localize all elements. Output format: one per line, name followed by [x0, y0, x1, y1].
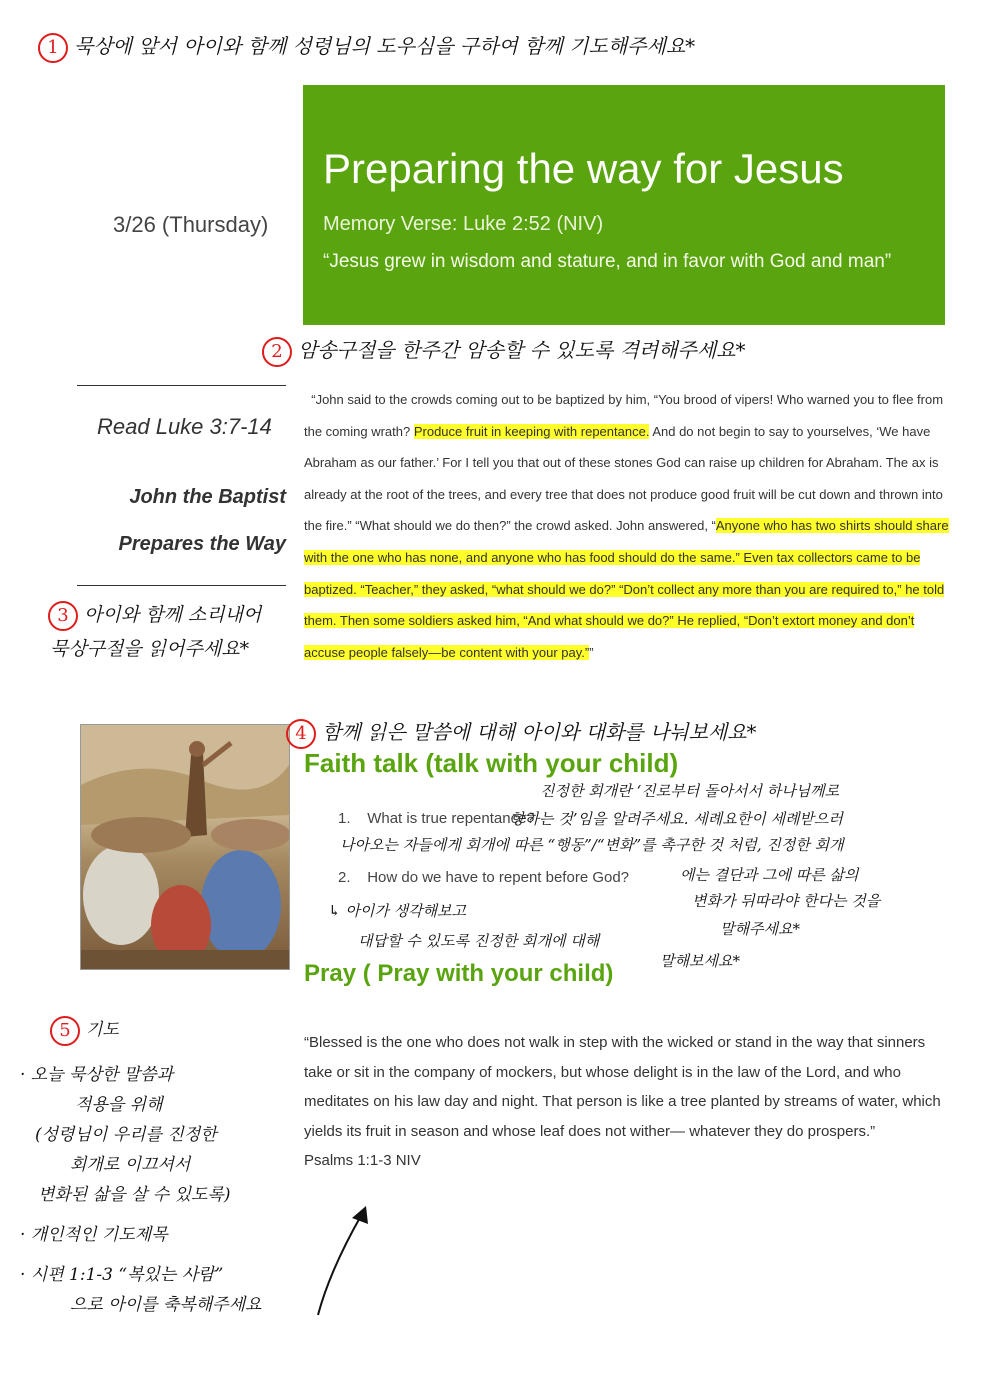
- answer-1-line-5: 변화가 뒤따라야 한다는 것을: [692, 892, 881, 910]
- divider-bottom: [77, 585, 286, 586]
- note-2-text: 암송구절을 한주간 암송할 수 있도록 격려해주세요*: [298, 338, 746, 362]
- prayer-passage: [304, 1028, 952, 1176]
- answer-2-line-1: ↳ 아이가 생각해보고: [328, 902, 467, 920]
- scripture-text-1: “John said to the crowds coming out to be baptized by him, “You brood of vipers! Who warned you to flee from the coming wrath?: [304, 392, 944, 439]
- scripture-highlight-1: Produce fruit in keeping with repentance.: [413, 423, 650, 439]
- note-5-bullet-3a: · 시편 1:1-3 “복있는 사람”: [20, 1264, 224, 1285]
- date-label: 3/26 (Thursday): [113, 212, 269, 237]
- note-5-bullet-2: · 개인적인 기도제목: [20, 1224, 168, 1245]
- note-5-bullet-1e: 변화된 삶을 살 수 있도록): [38, 1184, 231, 1205]
- scripture-highlight-2: Anyone who has two shirts should share with the one who has none, and anyone who has food should do the same.” Even tax collectors came to be baptized. “Teacher,” they asked, “what should we do?” “Don’t collect any more than you are required to,” he told them. Then some soldiers asked him, “And what should we do?” He replied, “Don’t extort money and don’t accuse people falsely—be content with your pay.”: [304, 518, 949, 660]
- handwritten-note-3: [48, 598, 261, 666]
- title-banner: [303, 85, 945, 325]
- answer-1-line-4: 에는 결단과 그에 따른 삶의: [680, 866, 859, 884]
- question-1: 1. What is true repentance?: [338, 810, 535, 827]
- scripture-text-2: And do not begin to say to yourselves, ‘We have Abraham as our father.’ For I tell you that out of these stones God can raise up children for Abraham. The ax is already at the root of the trees, and every tree that does not produce good fruit will be cut down and thrown into the fire.” “What should we do then?” the crowd asked. John answered, “: [304, 423, 943, 534]
- question-2-text: How do we have to repent before God?: [367, 869, 630, 886]
- answer-2-line-3: 말해보세요*: [660, 952, 740, 970]
- scripture-text-3: ”: [589, 644, 594, 660]
- note-number-1: 1: [38, 33, 68, 63]
- memory-verse-label: Memory Verse: Luke 2:52 (NIV): [323, 213, 604, 235]
- arrow-icon: [300, 1200, 390, 1320]
- note-number-5: 5: [50, 1016, 80, 1046]
- question-1-text: What is true repentance?: [367, 810, 535, 827]
- note-5-bullet-1b: 적용을 위해: [75, 1094, 163, 1115]
- read-reference: Read Luke 3:7-14: [97, 414, 272, 439]
- note-number-3: 3: [48, 601, 78, 631]
- pray-heading: Pray ( Pray with your child): [304, 960, 614, 987]
- answer-1-line-6: 말해주세요*: [720, 920, 800, 938]
- note-number-4: 4: [286, 719, 316, 749]
- scripture-passage: [304, 384, 949, 668]
- note-number-2: 2: [262, 337, 292, 367]
- memory-verse-quote: “Jesus grew in wisdom and stature, and in favor with God and man”: [323, 251, 892, 272]
- note-3-line-1: 아이와 함께 소리내어: [84, 604, 262, 626]
- handwritten-note-5: [20, 1015, 320, 1320]
- passage-heading-line-1: John the Baptist: [129, 486, 286, 508]
- answer-1-line-2: 향하는 것’임을 알려주세요. 세례요한이 세례받으러: [510, 810, 843, 828]
- answer-2-line-2: 대답할 수 있도록 진정한 회개에 대해: [358, 932, 600, 950]
- handwritten-note-1: [38, 30, 695, 63]
- note-5-bullet-3b: 으로 아이를 축복해주세요: [70, 1294, 262, 1315]
- illustration-art: [81, 725, 289, 969]
- note-5-bullet-1a: · 오늘 묵상한 말씀과: [20, 1064, 173, 1085]
- note-1-text: 묵상에 앞서 아이와 함께 성령님의 도우심을 구하여 함께 기도해주세요*: [74, 34, 696, 58]
- note-5-bullet-1d: 회개로 이끄셔서: [70, 1154, 191, 1175]
- prayer-text: “Blessed is the one who does not walk in step with the wicked or stand in the way that sinners take or sit in the company of mockers, but whose delight is in the law of the Lord, and who meditates on his law day and night. That person is like a tree planted by streams of water, which yields its fruit in season and whose leaf does not wither— whatever they do prospers.”: [304, 1034, 941, 1140]
- answer-1-line-1: 진정한 회개란 ‘진로부터 돌아서서 하나님께로: [540, 782, 840, 800]
- john-the-baptist-illustration: [80, 724, 290, 970]
- handwritten-note-4: [286, 716, 757, 749]
- question-2: 2. How do we have to repent before God?: [338, 869, 630, 886]
- answer-1-line-3: 나아오는 자들에게 회개에 따른 “행동”/“변화”를 촉구한 것 처럼, 진정한 회개: [340, 836, 844, 854]
- note-3-line-2: 묵상구절을 읽어주세요*: [50, 638, 250, 660]
- passage-heading-line-2: Prepares the Way: [118, 533, 286, 555]
- note-5-bullet-1c: (성령님이 우리를 진정한: [35, 1124, 217, 1145]
- note-5-title: 기도: [86, 1020, 119, 1040]
- prayer-reference: Psalms 1:1-3 NIV: [304, 1152, 421, 1169]
- answer-2-line-1-text: 아이가 생각해보고: [345, 902, 467, 920]
- divider-top: [77, 385, 286, 386]
- note-4-text: 함께 읽은 말씀에 대해 아이와 대화를 나눠보세요*: [322, 720, 757, 744]
- handwritten-note-2: [262, 334, 746, 367]
- faith-talk-heading: Faith talk (talk with your child): [304, 748, 679, 778]
- page-title: Preparing the way for Jesus: [323, 145, 844, 192]
